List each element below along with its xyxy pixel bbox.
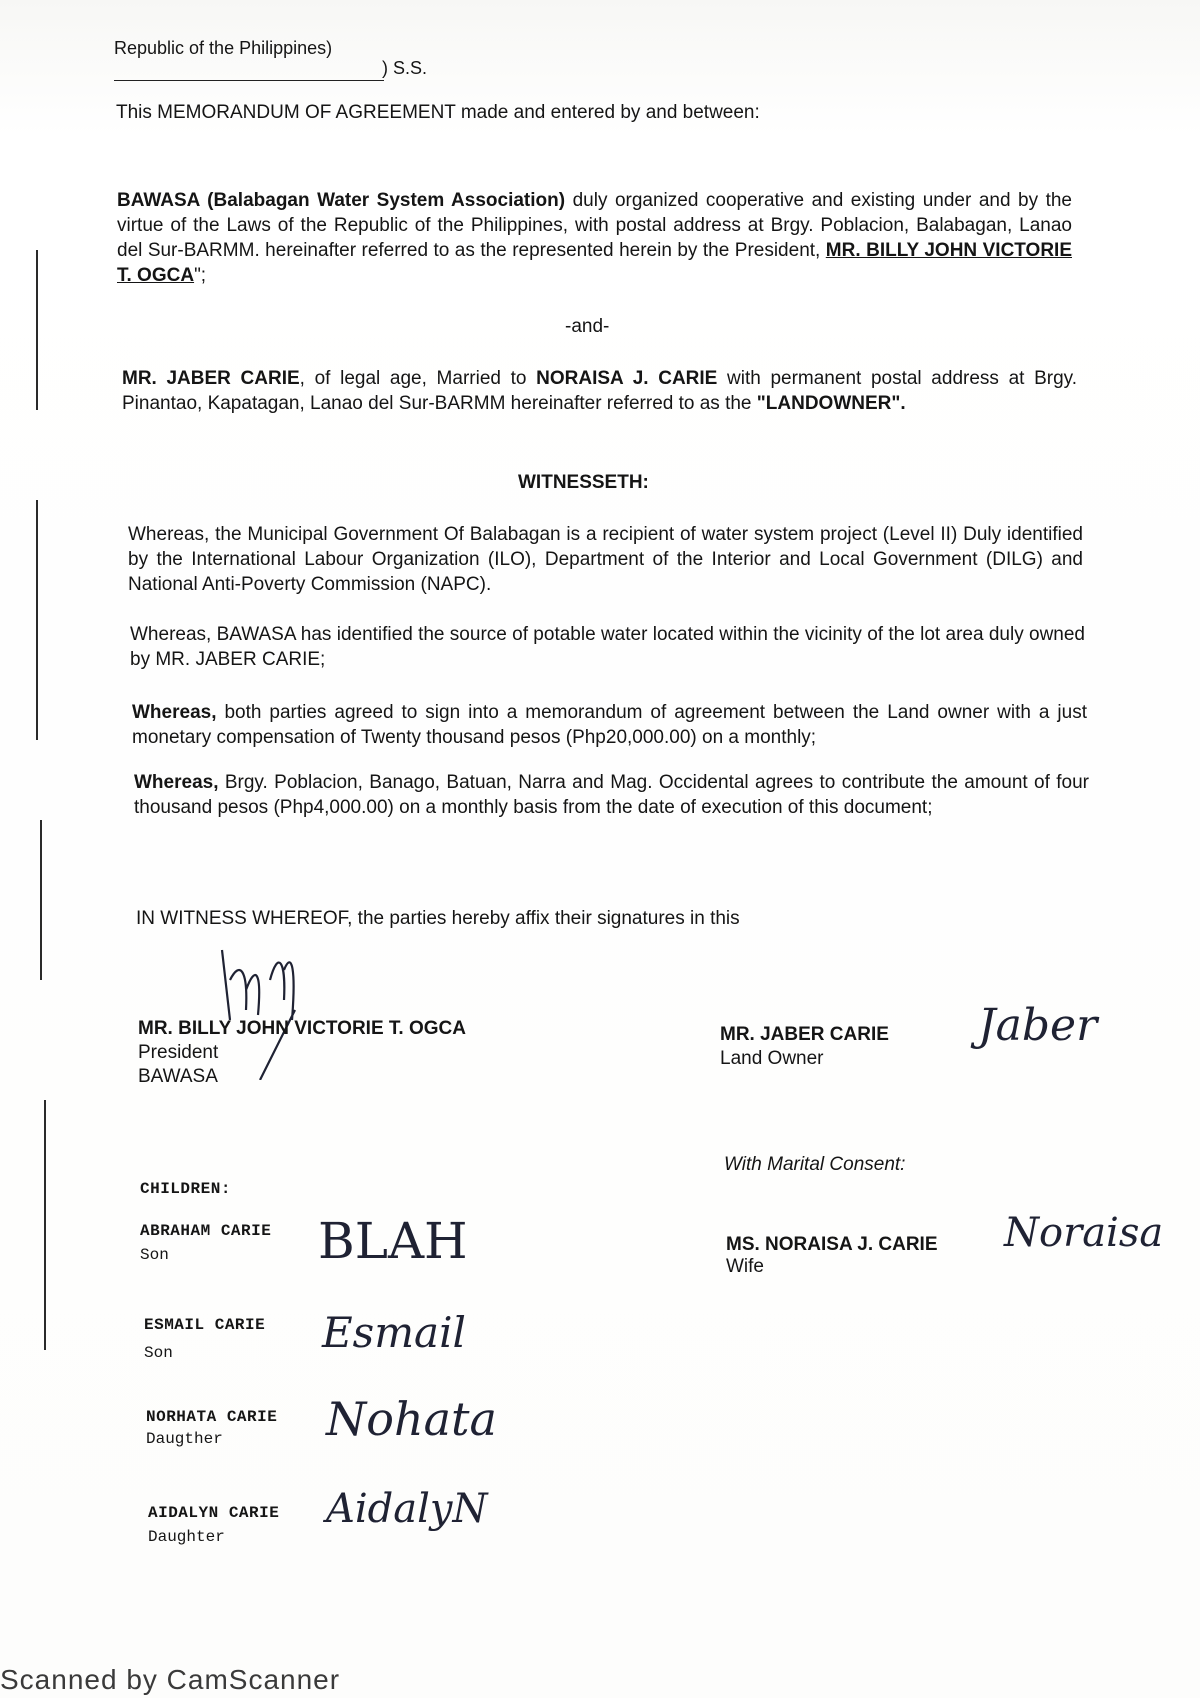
child-signature: Nohata	[326, 1392, 497, 1446]
party-bawasa-name: BAWASA (Balabagan Water System Association)	[117, 190, 566, 211]
scan-margin-line	[40, 820, 42, 980]
whereas-clause: Whereas, both parties agreed to sign into a memorandum of agreement between the Land owner with a just monetary compensation of Twenty thousand pesos (Php20,000.00) on a monthly;	[132, 702, 1087, 748]
party-bawasa-rep: MR. BILLY JOHN VICTORIE T. OGCA	[117, 240, 1072, 286]
child-relation: Son	[144, 1344, 173, 1362]
marital-consent: With Marital Consent:	[724, 1154, 906, 1175]
header-country: Republic of the Philippines)	[114, 38, 333, 58]
child-signature: Esmail	[322, 1308, 466, 1357]
wife-name: MS. NORAISA J. CARIE	[726, 1234, 938, 1255]
child-name: AIDALYN CARIE	[148, 1504, 280, 1522]
president-title: President	[138, 1042, 219, 1063]
president-org: BAWASA	[138, 1066, 218, 1087]
intro-line: This MEMORANDUM OF AGREEMENT made and entered by and between:	[116, 102, 760, 123]
child-relation: Daugther	[146, 1430, 223, 1448]
owner-signature: Jaber	[978, 1000, 1098, 1051]
scan-margin-line	[36, 250, 38, 410]
witnesseth-heading: WITNESSETH:	[518, 472, 649, 493]
owner-title: Land Owner	[720, 1048, 824, 1069]
party-landowner: MR. JABER CARIE, of legal age, Married to NORAISA J. CARIE with permanent postal address at Brgy. Pinantao, Kapatagan, Lanao del Sur-BARMM hereinafter referred to as the "LANDOWNER".	[122, 368, 1078, 414]
landowner-role: "LANDOWNER".	[756, 393, 906, 414]
whereas-clause: Whereas, the Municipal Government Of Balabagan is a recipient of water system project (Level II) Duly identified by the International Labour Organization (ILO), Department of the Interior and Local Government (DILG) and National Anti-Poverty Commission (NAPC).	[128, 524, 1083, 595]
spouse-name: NORAISA J. CARIE	[536, 368, 718, 389]
child-relation: Son	[140, 1246, 169, 1264]
children-heading: CHILDREN:	[140, 1180, 231, 1198]
party-bawasa: BAWASA (Balabagan Water System Association) duly organized cooperative and existing under and by the virtue of the Laws of the Republic of the Philippines, with postal address at Brgy. Poblacion, Balabagan, Lanao del Sur-BARMM. hereinafter referred to as the represented herein by the President, MR. BILLY JOHN VICTORIE T. OGCA";	[117, 190, 1072, 286]
owner-name: MR. JABER CARIE	[720, 1024, 889, 1045]
child-name: ESMAIL CARIE	[144, 1316, 266, 1334]
header-line	[114, 80, 384, 81]
scanner-watermark: Scanned by CamScanner	[0, 1664, 341, 1695]
president-name: MR. BILLY JOHN VICTORIE T. OGCA	[138, 1018, 466, 1039]
wife-signature: Noraisa	[1004, 1210, 1164, 1256]
scan-margin-line	[44, 1100, 46, 1350]
child-name: NORHATA CARIE	[146, 1408, 278, 1426]
child-signature: BLAH	[318, 1212, 468, 1270]
whereas-clause: Whereas, Brgy. Poblacion, Banago, Batuan, Narra and Mag. Occidental agrees to contribute the amount of four thousand pesos (Php4,000.00) on a monthly basis from the date of execution of this document;	[134, 772, 1089, 818]
witness-clause: IN WITNESS WHEREOF, the parties hereby affix their signatures in this	[136, 908, 740, 929]
child-signature: AidalyN	[326, 1486, 488, 1532]
wife-title: Wife	[726, 1256, 764, 1277]
child-relation: Daughter	[148, 1528, 225, 1546]
child-name: ABRAHAM CARIE	[140, 1222, 272, 1240]
landowner-name: MR. JABER CARIE	[122, 368, 300, 389]
and-separator: -and-	[565, 316, 610, 337]
header-ss: ) S.S.	[382, 58, 428, 78]
whereas-clause: Whereas, BAWASA has identified the source of potable water located within the vicinity of the lot area duly owned by MR. JABER CARIE;	[130, 624, 1085, 670]
scan-margin-line	[36, 500, 38, 740]
